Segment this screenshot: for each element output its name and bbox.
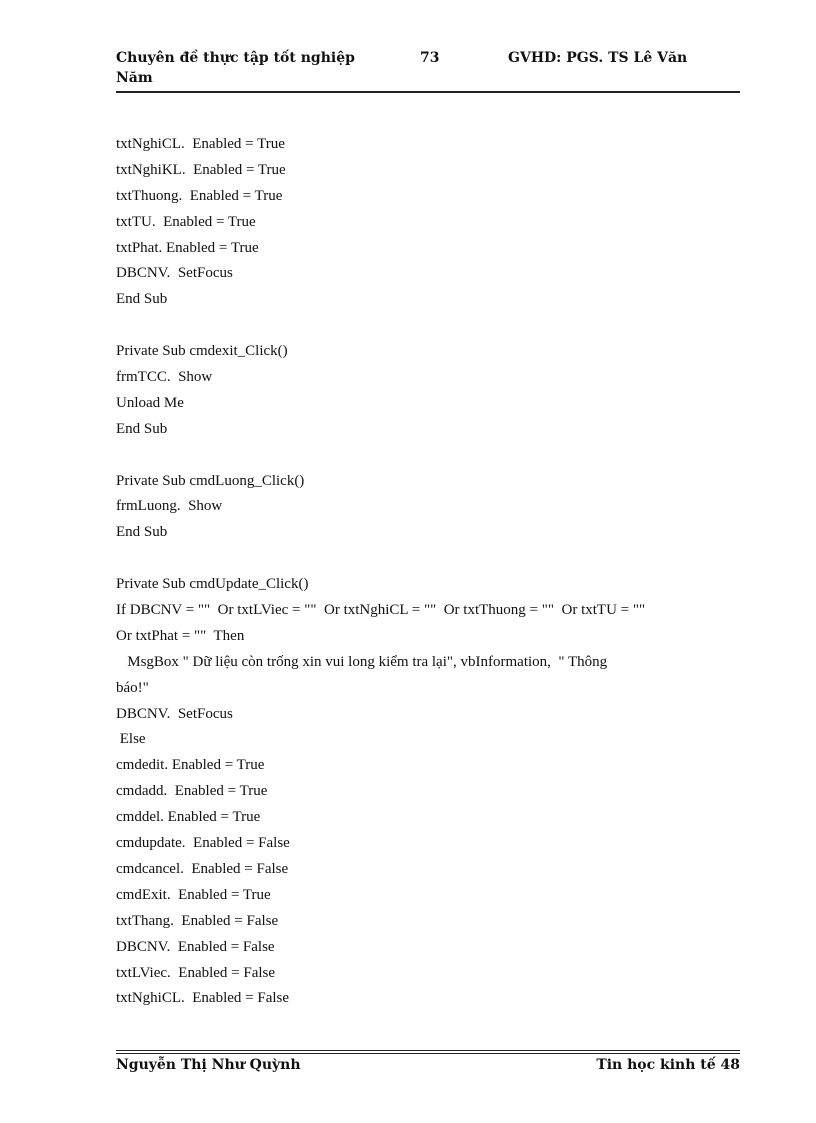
code-line: báo!"	[116, 679, 149, 696]
code-line: If DBCNV = "" Or txtLViec = "" Or txtNghiCL = "" Or txtThuong = "" Or txtTU = ""	[116, 602, 646, 619]
code-line: txtNghiKL. Enabled = True	[116, 161, 286, 178]
code-line	[116, 546, 740, 572]
code-line: cmdcancel. Enabled = False	[116, 860, 289, 877]
code-line: End Sub	[116, 420, 168, 437]
code-line: frmLuong. Show	[116, 498, 223, 515]
page-footer	[116, 1057, 740, 1077]
code-line: Private Sub cmdexit_Click()	[116, 343, 288, 360]
footer-author: Nguyễn Thị Như Quỳnh	[116, 1057, 301, 1073]
code-line: cmdupdate. Enabled = False	[116, 835, 290, 852]
footer-rule-top	[116, 1050, 740, 1051]
code-line: cmdadd. Enabled = True	[116, 783, 268, 800]
code-line: txtThuong. Enabled = True	[116, 187, 283, 204]
code-line: Private Sub cmdUpdate_Click()	[116, 576, 309, 593]
code-line: MsgBox " Dữ liệu còn trống xin vui long kiểm tra lại", vbInformation, " Thông	[116, 653, 608, 670]
code-line: txtLViec. Enabled = False	[116, 964, 276, 981]
footer-department: Tin học kinh tế 48	[596, 1057, 740, 1073]
code-line	[116, 443, 740, 469]
code-line: txtNghiCL. Enabled = True	[116, 136, 285, 152]
code-line: Or txtPhat = "" Then	[116, 627, 245, 644]
code-line: cmddel. Enabled = True	[116, 809, 261, 826]
header-supervisor: GVHD: PGS. TS Lê Văn	[508, 50, 688, 66]
code-line: DBCNV. SetFocus	[116, 265, 233, 282]
code-line: DBCNV. SetFocus	[116, 705, 233, 722]
code-line	[116, 313, 740, 339]
code-line: End Sub	[116, 291, 168, 308]
code-line: txtThang. Enabled = False	[116, 912, 279, 929]
header-title: Chuyên đề thực tập tốt nghiệp	[116, 50, 355, 66]
code-line: cmdedit. Enabled = True	[116, 757, 265, 774]
code-listing	[116, 132, 740, 1012]
code-line: frmTCC. Show	[116, 369, 213, 386]
code-line: txtNghiCL. Enabled = False	[116, 990, 290, 1007]
footer-rule-bottom	[116, 1053, 740, 1054]
code-line: txtTU. Enabled = True	[116, 213, 256, 230]
code-line: End Sub	[116, 524, 168, 541]
header-title-continued: Năm	[116, 70, 153, 86]
header-rule	[116, 91, 740, 93]
code-line: Else	[116, 731, 146, 748]
page-number: 73	[420, 50, 440, 66]
code-line: DBCNV. Enabled = False	[116, 938, 275, 955]
page-header	[116, 48, 740, 92]
code-line: Private Sub cmdLuong_Click()	[116, 472, 305, 489]
code-line: txtPhat. Enabled = True	[116, 239, 259, 256]
code-line: Unload Me	[116, 394, 184, 411]
code-line: cmdExit. Enabled = True	[116, 886, 271, 903]
